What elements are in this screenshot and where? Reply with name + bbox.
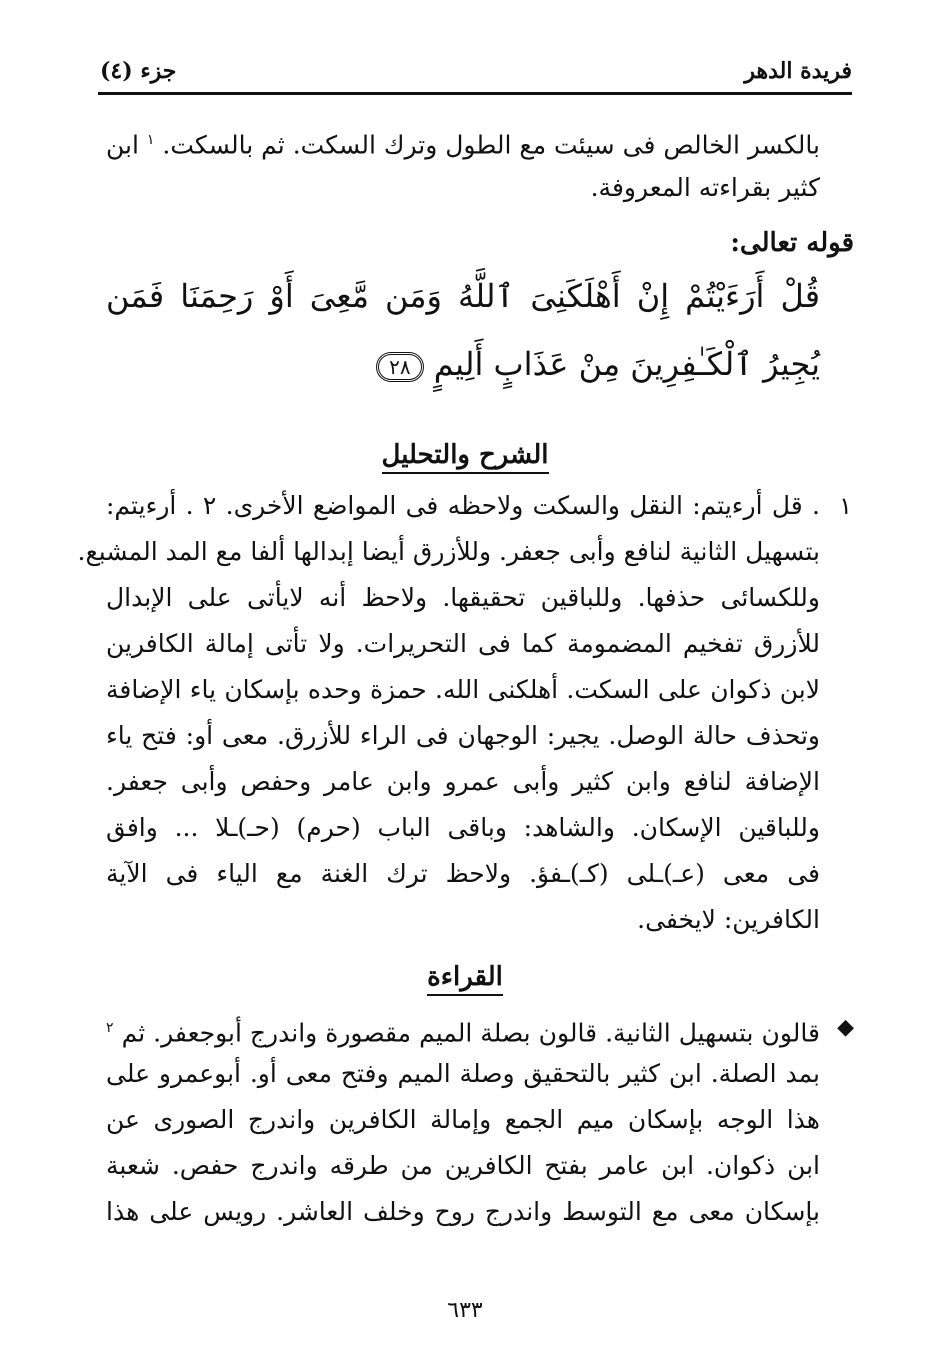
sharh-line: الكافرين: لايخفى. <box>637 905 820 934</box>
qiraah-title <box>0 962 930 992</box>
sharh-line: فى معى (عـ)ـلى (كـ)ـفؤ. ولاحظ ترك الغنة مع الياء فى الآية <box>106 859 820 888</box>
page-number: ٦٣٣ <box>447 1298 483 1323</box>
sharh-title <box>0 440 930 470</box>
qiraah-line: بمد الصلة. ابن كثير بالتحقيق وصلة الميم وفتح معى أو. أبوعمرو على <box>106 1059 820 1088</box>
sharh-title-text: الشرح والتحليل <box>382 440 549 474</box>
intro-line-1 <box>106 120 820 165</box>
qiraah-line: بإسكان معى مع التوسط واندرج روح وخلف العاشر. رويس على هذا <box>106 1197 820 1226</box>
qiraah-line-1 <box>106 1008 820 1053</box>
sharh-line: للأزرق تفخيم المضمومة كما فى التحريرات. ولا تأتى إمالة الكافرين <box>106 629 820 658</box>
intro-line-1-end: ابن <box>106 130 139 160</box>
sharh-line: الإضافة لنافع وابن كثير وأبى عمرو وابن عامر وحفص وأبى جعفر. <box>106 767 820 796</box>
intro-line-2: كثير بقراءته المعروفة. <box>590 173 820 202</box>
diamond-bullet-icon: ◆ <box>837 1015 854 1040</box>
book-title: فريدة الدهر <box>744 58 852 84</box>
qiraah-line: ابن ذكوان. ابن عامر بفتح الكافرين من طرقه واندرج حفص. شعبة <box>106 1151 820 1180</box>
qiraah-line-1-text: قالون بتسهيل الثانية. قالون بصلة الميم مقصورة واندرج أبوجعفر. ثم <box>121 1018 820 1048</box>
ayah-number-badge: ٢٨ <box>376 352 423 382</box>
sharh-line: وتحذف حالة الوصل. يجير: الوجهان فى الراء للأزرق. معى أو: فتح ياء <box>106 721 820 750</box>
part-label: جزء (٤) <box>100 58 177 84</box>
verse-intro: قوله تعالى: <box>730 228 854 258</box>
sharh-line: وللكسائى حذفها. وللباقين تحقيقها. ولاحظ أنه لايأتى على الإبدال <box>106 583 820 612</box>
sharh-line: . قل أرءيتم: النقل والسكت ولاحظه فى المواضع الأخرى. ٢ . أرءيتم: <box>106 491 821 520</box>
sharh-line: لابن ذكوان على السكت. أهلكنى الله. حمزة وحده بإسكان ياء الإضافة <box>106 675 820 704</box>
intro-line-1-text: بالكسر الخالص فى سيئت مع الطول وترك السكت. ثم بالسكت. <box>162 130 820 160</box>
header-divider <box>98 92 852 95</box>
qiraah-line: هذا الوجه بإسكان ميم الجمع وإمالة الكافرين واندرج الصورى عن <box>106 1105 820 1134</box>
verse-line-2-text: يُجِيرُ ٱلْكَـٰفِرِينَ مِنْ عَذَابٍ أَلِيمٍ <box>433 345 820 383</box>
qiraah-footnote-marker: ٢ <box>106 1020 114 1036</box>
sharh-line: بتسهيل الثانية لنافع وأبى جعفر. وللأزرق أيضا إبدالها ألفا مع المد المشبع. <box>77 537 820 566</box>
sharh-line: وللباقين الإسكان. والشاهد: وباقى الباب (حرم) (حـ)ـلا ... وافق <box>106 813 820 842</box>
verse-line-2 <box>106 340 820 388</box>
intro-footnote-marker: ١ <box>146 132 155 148</box>
sharh-item-number: ١ <box>839 492 852 520</box>
qiraah-title-text: القراءة <box>427 962 503 996</box>
verse-line-1: قُلْ أَرَءَيْتُمْ إِنْ أَهْلَكَنِىَ ٱللَّهُ وَمَن مَّعِىَ أَوْ رَحِمَنَا فَمَن <box>106 277 820 315</box>
